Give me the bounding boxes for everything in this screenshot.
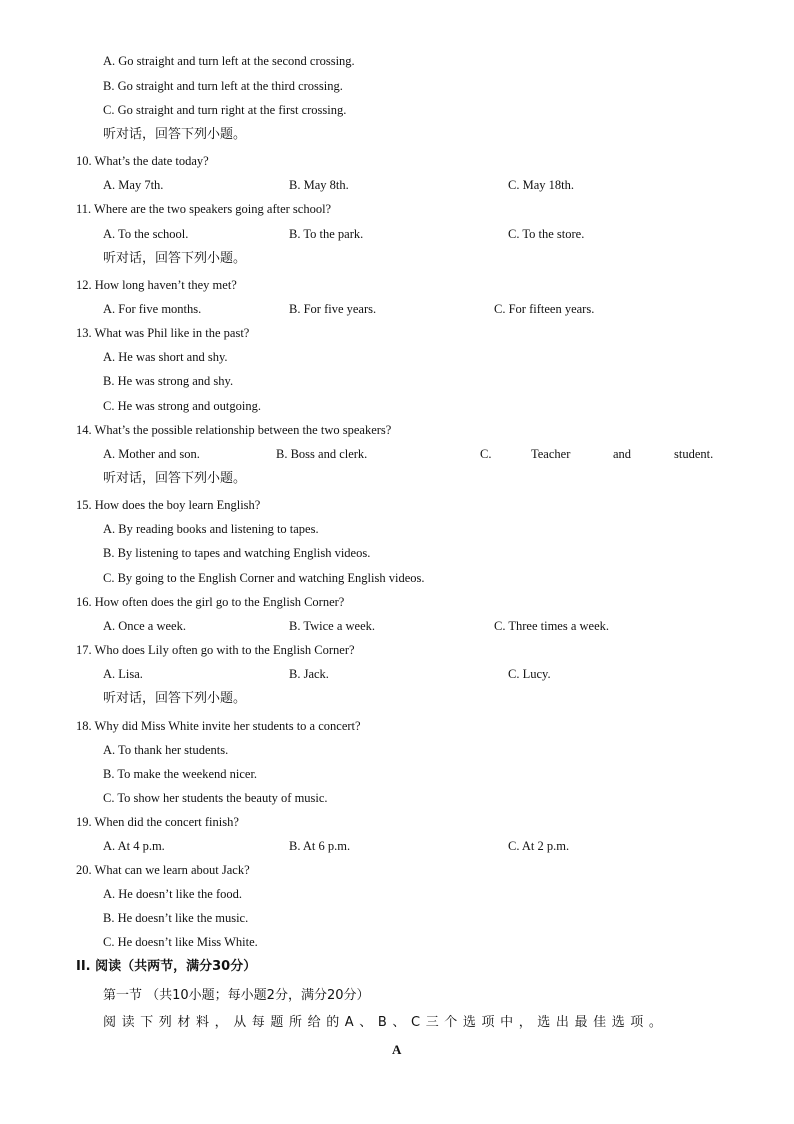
instruction-3: 听对话，回答下列小题。 bbox=[103, 471, 247, 486]
q11-stem: 11. Where are the two speakers going after school? bbox=[76, 202, 332, 216]
q11-option-b: B. To the park. bbox=[289, 227, 364, 241]
instruction-1: 听对话，回答下列小题。 bbox=[103, 127, 247, 142]
q12-option-c: C. For fifteen years. bbox=[494, 302, 595, 316]
instruction-2: 听对话，回答下列小题。 bbox=[103, 251, 247, 266]
q15-stem: 15. How does the boy learn English? bbox=[76, 498, 261, 512]
q15-option-b: B. By listening to tapes and watching English videos. bbox=[103, 546, 371, 560]
q14-option-a: A. Mother and son. bbox=[103, 447, 200, 461]
q16-option-a: A. Once a week. bbox=[103, 619, 186, 633]
q20-option-a: A. He doesn’t like the food. bbox=[103, 887, 242, 901]
q20-option-c: C. He doesn’t like Miss White. bbox=[103, 935, 258, 949]
q13-option-c: C. He was strong and outgoing. bbox=[103, 399, 261, 413]
q17-stem: 17. Who does Lily often go with to the English Corner? bbox=[76, 643, 355, 657]
q18-option-c: C. To show her students the beauty of music. bbox=[103, 791, 328, 805]
q19-option-a: A. At 4 p.m. bbox=[103, 839, 165, 853]
q14-option-c-word1: Teacher bbox=[531, 447, 571, 461]
part-one-heading: 第一节 （共10小题；每小题2分，满分20分） bbox=[103, 988, 370, 1003]
q18-option-b: B. To make the weekend nicer. bbox=[103, 767, 258, 781]
q13-option-a: A. He was short and shy. bbox=[103, 350, 228, 364]
q17-option-c: C. Lucy. bbox=[508, 667, 551, 681]
q15-option-a: A. By reading books and listening to tapes. bbox=[103, 522, 319, 536]
q17-option-b: B. Jack. bbox=[289, 667, 329, 681]
q9-option-b: B. Go straight and turn left at the third crossing. bbox=[103, 79, 343, 93]
q16-option-b: B. Twice a week. bbox=[289, 619, 376, 633]
q13-stem: 13. What was Phil like in the past? bbox=[76, 326, 250, 340]
q14-option-c-word2: and bbox=[613, 447, 632, 461]
q10-option-c: C. May 18th. bbox=[508, 178, 574, 192]
q14-option-c-word3: student. bbox=[674, 447, 714, 461]
passage-label: A bbox=[392, 1042, 402, 1057]
q16-stem: 16. How often does the girl go to the English Corner? bbox=[76, 595, 345, 609]
q13-option-b: B. He was strong and shy. bbox=[103, 374, 234, 388]
q11-option-a: A. To the school. bbox=[103, 227, 189, 241]
instruction-4: 听对话，回答下列小题。 bbox=[103, 691, 247, 706]
reading-directions: 阅读下列材料，从每题所给的A、B、C三个选项中，选出最佳选项。 bbox=[103, 1015, 668, 1030]
q19-option-b: B. At 6 p.m. bbox=[289, 839, 351, 853]
q10-stem: 10. What’s the date today? bbox=[76, 154, 209, 168]
q12-option-a: A. For five months. bbox=[103, 302, 202, 316]
q12-stem: 12. How long haven’t they met? bbox=[76, 278, 237, 292]
q19-stem: 19. When did the concert finish? bbox=[76, 815, 239, 829]
q9-option-c: C. Go straight and turn right at the first crossing. bbox=[103, 103, 347, 117]
q10-option-a: A. May 7th. bbox=[103, 178, 164, 192]
q19-option-c: C. At 2 p.m. bbox=[508, 839, 570, 853]
q16-option-c: C. Three times a week. bbox=[494, 619, 610, 633]
q18-option-a: A. To thank her students. bbox=[103, 743, 229, 757]
q20-option-b: B. He doesn’t like the music. bbox=[103, 911, 249, 925]
section-title: II. 阅读（共两节，满分30分） bbox=[76, 959, 257, 974]
q10-option-b: B. May 8th. bbox=[289, 178, 349, 192]
q14-stem: 14. What’s the possible relationship between the two speakers? bbox=[76, 423, 392, 437]
q12-option-b: B. For five years. bbox=[289, 302, 377, 316]
q11-option-c: C. To the store. bbox=[508, 227, 585, 241]
q9-option-a: A. Go straight and turn left at the second crossing. bbox=[103, 54, 355, 68]
q18-stem: 18. Why did Miss White invite her students to a concert? bbox=[76, 719, 361, 733]
q17-option-a: A. Lisa. bbox=[103, 667, 143, 681]
q20-stem: 20. What can we learn about Jack? bbox=[76, 863, 250, 877]
q14-option-b: B. Boss and clerk. bbox=[276, 447, 368, 461]
q15-option-c: C. By going to the English Corner and watching English videos. bbox=[103, 571, 425, 585]
q14-option-c-letter: C. bbox=[480, 447, 492, 461]
